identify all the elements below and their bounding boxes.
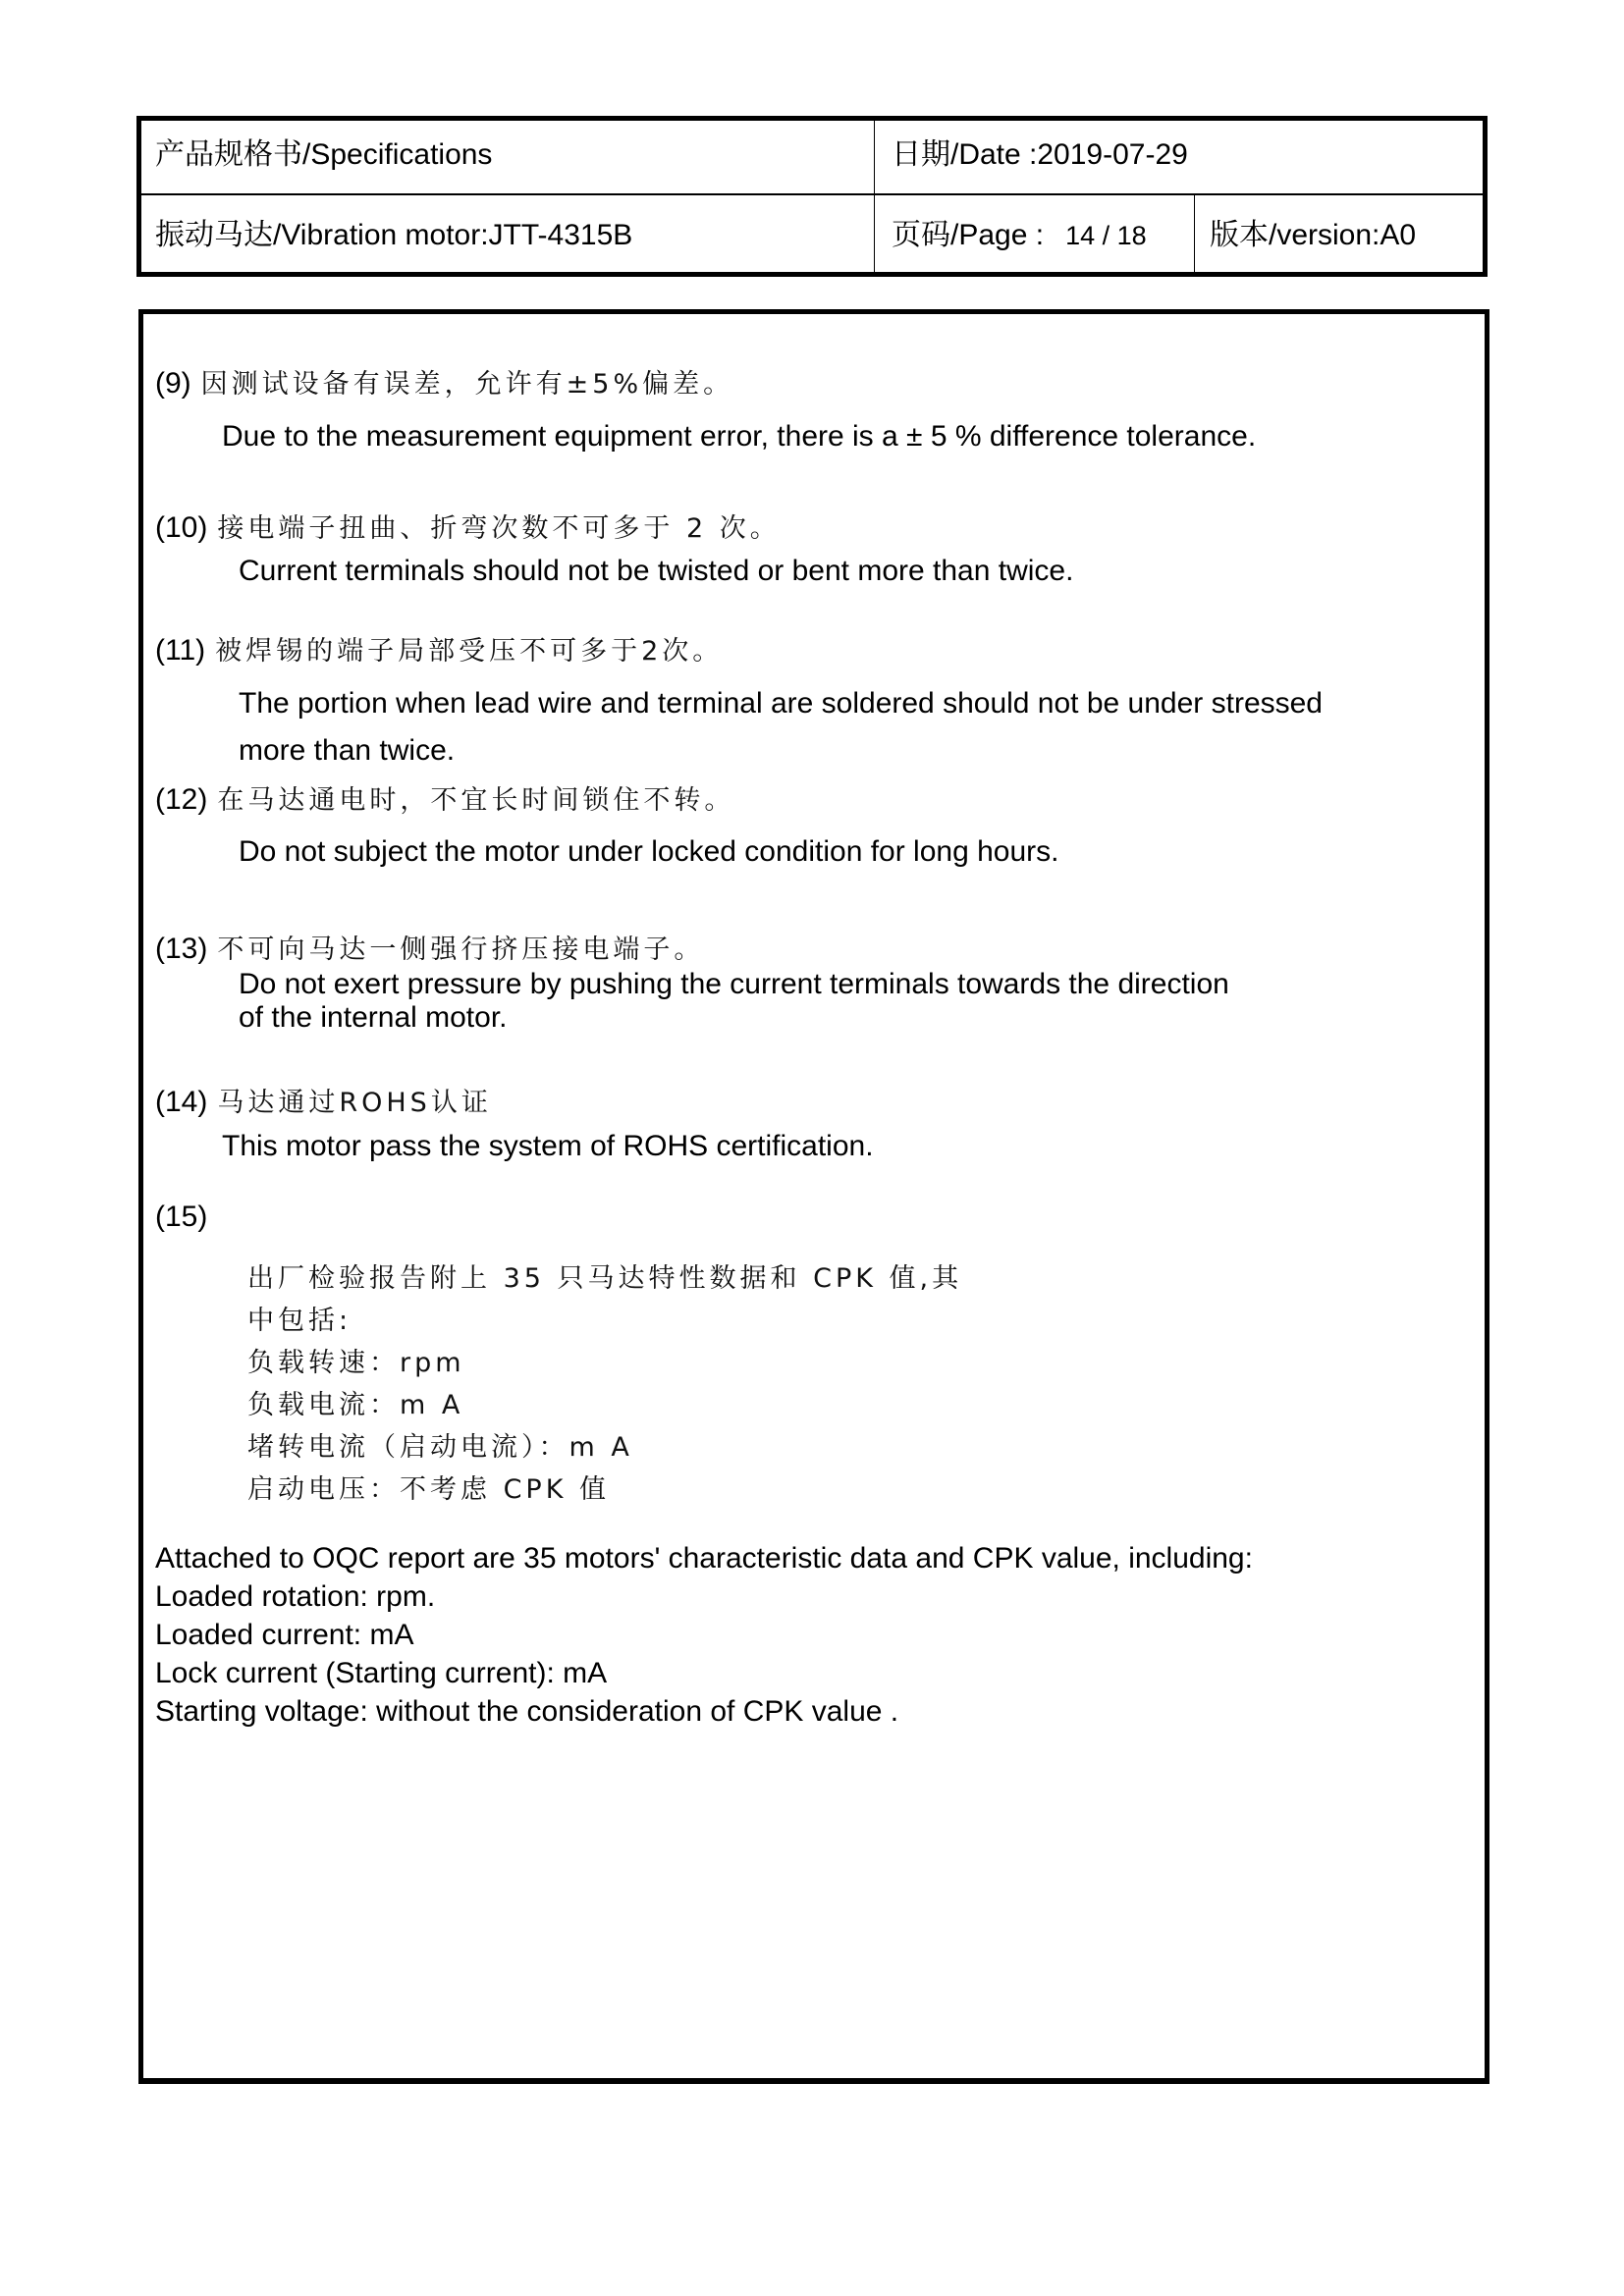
item-number: (10) <box>155 511 208 544</box>
item-15-en-line-5: Starting voltage: without the consideration of CPK value . <box>155 1695 899 1728</box>
item-number: (14) <box>155 1086 208 1118</box>
header-version-divider <box>1194 194 1195 272</box>
item-13-heading <box>155 933 704 967</box>
item-11-en-line-2: more than twice. <box>239 734 456 767</box>
item-12-heading <box>155 783 734 818</box>
header-column-divider <box>874 121 875 272</box>
item-zh: 在马达通电时，不宜长时间锁住不转。 <box>217 785 735 816</box>
item-number: (11) <box>155 634 206 667</box>
item-13-en-line-1: Do not exert pressure by pushing the current terminals towards the direction <box>239 968 1229 1000</box>
item-15-en-line-3: Loaded current: mA <box>155 1619 414 1651</box>
item-zh: 接电端子扭曲、折弯次数不可多于 2 次。 <box>217 513 781 544</box>
item-15-zh-line-3: 负载转速：rpm <box>247 1348 465 1378</box>
item-15-zh-line-2: 中包括: <box>247 1306 352 1336</box>
item-zh: 不可向马达一侧强行挤压接电端子。 <box>217 934 705 965</box>
version-field: 版本/version:A0 <box>1210 219 1417 251</box>
item-9-en: Due to the measurement equipment error, there is a ± 5 % difference tolerance. <box>222 420 1257 453</box>
page-field <box>892 219 1147 252</box>
date-field <box>892 138 1188 172</box>
item-zh: 被焊锡的端子局部受压不可多于2次。 <box>215 636 724 667</box>
date-label: 日期/Date : <box>892 138 1038 171</box>
item-15-number: (15) <box>155 1201 208 1233</box>
date-value: 2019-07-29 <box>1037 138 1188 171</box>
item-15-zh-line-5: 堵转电流（启动电流）：m A <box>247 1432 633 1463</box>
item-zh: 马达通过ROHS认证 <box>217 1088 492 1118</box>
item-11-heading <box>155 634 723 668</box>
item-9-heading <box>155 367 733 401</box>
item-10-en: Current terminals should not be twisted or bent more than twice. <box>239 555 1074 587</box>
item-number: (9) <box>155 367 191 400</box>
header-row-divider <box>141 193 1483 195</box>
page-value: 14 / 18 <box>1065 221 1147 250</box>
item-11-en-line-1: The portion when lead wire and terminal are soldered should not be under stressed <box>239 687 1323 720</box>
item-15-en-line-4: Lock current (Starting current): mA <box>155 1657 608 1689</box>
item-number: (12) <box>155 783 208 816</box>
item-15-zh-line-6: 启动电压：不考虑 CPK 值 <box>247 1474 611 1505</box>
item-10-heading <box>155 511 781 546</box>
item-14-heading <box>155 1086 492 1120</box>
spec-title: 产品规格书/Specifications <box>155 138 493 171</box>
item-15-zh-line-1: 出厂检验报告附上 35 只马达特性数据和 CPK 值,其 <box>247 1263 963 1294</box>
item-15-en-line-1: Attached to OQC report are 35 motors' characteristic data and CPK value, including: <box>155 1542 1253 1575</box>
item-14-en: This motor pass the system of ROHS certification. <box>222 1130 874 1162</box>
item-12-en: Do not subject the motor under locked condition for long hours. <box>239 835 1059 868</box>
item-zh: 因测试设备有误差，允许有±5%偏差。 <box>200 369 734 400</box>
header-table <box>136 116 1488 277</box>
page-label: 页码/Page : <box>892 219 1045 251</box>
item-number: (13) <box>155 933 208 965</box>
item-15-en-line-2: Loaded rotation: rpm. <box>155 1580 436 1613</box>
product-name: 振动马达/Vibration motor:JTT-4315B <box>155 219 633 251</box>
item-13-en-line-2: of the internal motor. <box>239 1001 508 1034</box>
item-15-zh-line-4: 负载电流：m A <box>247 1390 464 1420</box>
